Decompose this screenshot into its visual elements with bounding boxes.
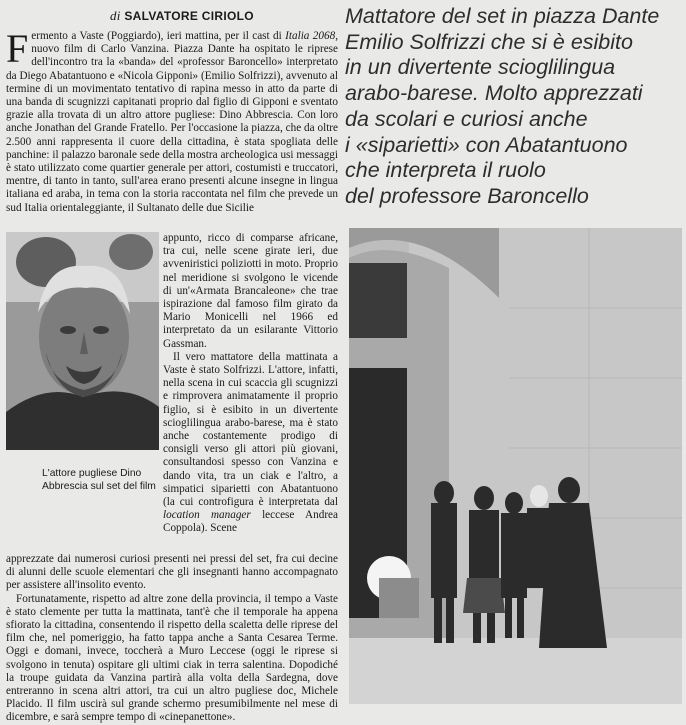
role-text: location manager — [163, 509, 251, 522]
byline — [110, 8, 254, 24]
headline-line: Emilio Solfrizzi che si è esibito — [345, 29, 633, 54]
byline-author: SALVATORE CIRIOLO — [124, 9, 254, 23]
headline-line: del professore Baroncello — [345, 183, 589, 208]
headline-line: che interpreta il ruolo — [345, 158, 546, 183]
article-text: , nuovo film di Carlo Vanzina. Piazza Dante ha ospitato le riprese dell'incontro tra la «banda» del «professor Baroncello» interpretato da Diego Abatantuono e «Nicola Gipponi» (Emilio Solfrizzi), avvenuto al termine di un movimentato tentativo di rapina messo in atto da parte di una banda di scugnizzi capitanati proprio dal figlio di Gipponi e sventato grazie alla trovata di un altro attore pugliese: Dino Abbrescia. Con loro anche Jonathan del Grande Fratello. Per l'occasione la piazza, che da oltre 2.500 anni rappresenta il cuore della cittadina, è stata spogliata delle panchine: il palazzo baronale sede della mostra archeologica usi messaggi è stato utilizzato come quartier generale per attori, costumisti e truccatori, mentre, di tanto in tanto, sull'area erano presenti alcune insegne in lingua italiana ed araba, in tema con la storia raccontata nel film che prevede un sud Italia orientaleggiante, il Sultanato delle due Sicilie — [6, 30, 338, 214]
drop-cap: F — [6, 26, 29, 71]
headline-line: arabo-barese. Molto apprezzati — [345, 81, 643, 106]
headline — [345, 4, 681, 210]
film-title: Italia 2068 — [285, 30, 336, 42]
headline-line: i «siparietti» con Abatantuono — [345, 132, 628, 157]
article-paragraph: apprezzate dai numerosi curiosi presenti nei pressi del set, fra cui decine di alunni delle scuole elementari che gli insegnanti hanno accompagnato per assistere all'insolito evento. — [6, 553, 338, 592]
article-paragraph — [6, 26, 338, 215]
headline-line: Mattatore del set in piazza Dante — [345, 4, 660, 28]
film-set-image — [349, 228, 682, 704]
portrait-image — [6, 232, 159, 450]
article-paragraph: appunto, ricco di comparse africane, tra cui, nelle scene girate ieri, due avveniristici poliziotti in moto. Proprio nel meridione si svolgono le vicende di un'«Armata Brancaleone» che trae ispirazione dal famoso film girato da Mario Monicelli nel 1966 ed interpretato da un esilarante Vittorio Gassman. — [163, 232, 338, 350]
photo-caption: L'attore pugliese Dino Abbrescia sul set del film — [42, 468, 156, 492]
article-paragraph: Fortunatamente, rispetto ad altre zone della provincia, il tempo a Vaste è stato clemente per tutta la mattinata, tant'è che il temporale ha appena sfiorato la cittadina, consentendo il rispetto della scaletta delle riprese del film che, nel pomeriggio, ha fatto tappa anche a Santa Cesarea Terme. Oggi e domani, invece, toccherà a Muro Leccese (oggi le riprese si svolgono in tenuta) ospitare gli ultimi ciak in terra salentina. Dopodiché la troupe guidata da Vanzina partirà alla volta della Sardegna, dove entreranno in scena altri attori, tra cui un altro pugliese doc, Michele Placido. Il film uscirà sul grande schermo presumibilmente nel mese di dicembre, e sarà sempre tempo di «cinepanettone». — [6, 592, 338, 724]
headline-line: in un divertente scioglilingua — [345, 55, 616, 80]
article-text: leccese Andrea Coppola). Scene — [163, 509, 338, 535]
film-set-photo — [349, 228, 682, 704]
article-column-right — [163, 232, 338, 552]
article-column-top — [6, 26, 338, 230]
article-column-bottom — [6, 553, 338, 724]
article-text: Il vero mattatore della mattinata a Vaste è stato Solfrizzi. L'attore, infatti, nella scena in cui scaccia gli scugnizzi e rimprovera animatamente il proprio figlio, si è esibito in un divertente scioglilingua arabo-barese, ma è stato anche costantemente prodigo di consigli verso gli attori più giovani, consultandosi spesso con Vanzina e dando vita, tra un ciak e l'altro, a simpatici siparietti con Abatantuono (la cui controfigura è interpretata dal — [163, 350, 338, 509]
article-paragraph — [163, 351, 338, 536]
byline-prefix: di — [110, 8, 121, 23]
portrait-photo — [6, 232, 159, 450]
article-text: ermento a Vaste (Poggiardo), ieri mattina, per il cast di — [31, 30, 286, 42]
headline-line: da scolari e curiosi anche — [345, 106, 588, 131]
